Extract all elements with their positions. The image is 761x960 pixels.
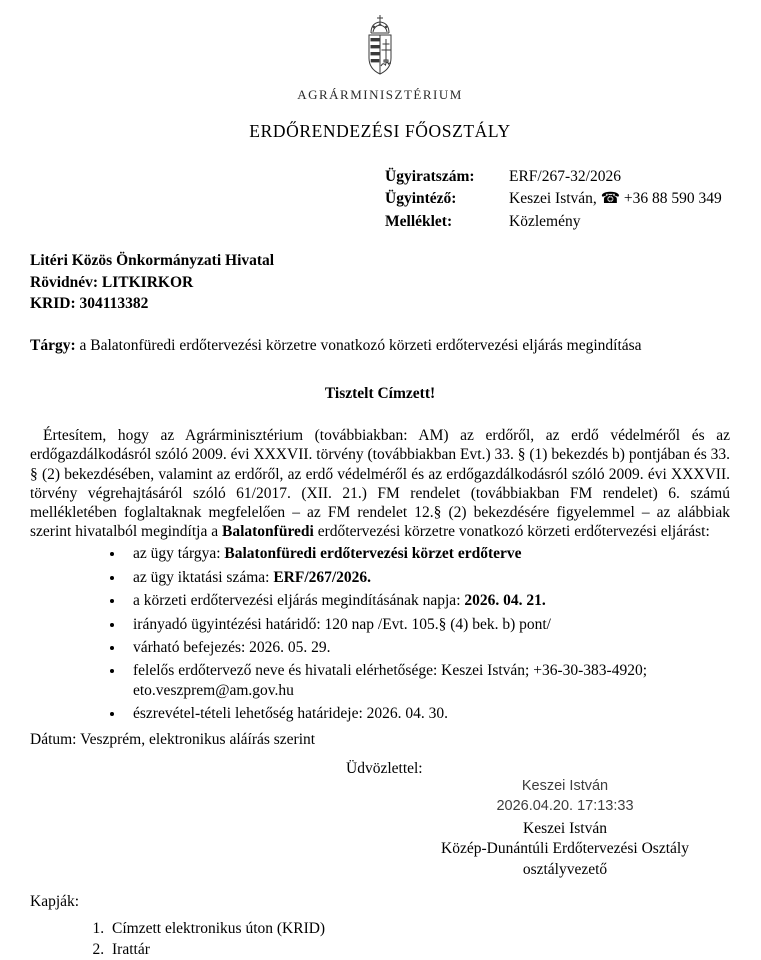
addressee-name: Litéri Közös Önkormányzati Hivatal [30,252,275,269]
ref-label: Ügyintéző: [385,190,457,207]
distribution-list [30,918,730,960]
reference-block [385,166,730,234]
addressee-block [30,250,730,315]
text-run: Keszei István, [509,190,601,207]
ref-value [509,188,730,211]
body-paragraph [30,426,730,541]
text-run: Balatonfüredi erdőtervezési körzet erdőterve [224,545,522,563]
addressee-krid: KRID: 304113382 [30,295,149,312]
text-run: erdőtervezési körzetre vonatkozó körzeti erdőtervezési eljárást: [313,523,710,541]
text-run: felelős erdőtervező neve és hivatali elérhetősége: Keszei István; +36-30-383-4920; [133,662,648,680]
subject-line [30,336,730,355]
text-run: várható befejezés: 2026. 05. 29. [133,639,331,657]
text-run: ERF/267-32/2026 [509,167,621,185]
department-name: ERDŐRENDEZÉSI FŐOSZTÁLY [249,120,511,141]
stamp-signer-name: Keszei István [521,777,609,794]
hungary-coat-of-arms-logo [360,14,400,78]
ref-value [509,211,730,234]
list-item-deadline [125,615,730,634]
list-item-subject [125,544,730,563]
phone-icon: ☎ [600,190,620,207]
ref-row-case-number [385,166,730,189]
text-run: az ügy tárgya: [133,545,225,563]
signer-org: Közép-Dunántúli Erdőtervezési Osztály [441,840,689,858]
signer-name: Keszei István [523,819,607,837]
ref-value [509,166,730,189]
addressee-shortname: Rövidnév: LITKIRKOR [30,273,194,291]
text-run: +36 88 590 349 [620,190,722,207]
ref-label: Ügyiratszám: [385,167,475,185]
text-run: a körzeti erdőtervezési eljárás megindításának napja: [133,592,465,610]
closing-line: Üdvözlettel: [346,759,423,777]
text-run: Értesítem, hogy az Agrárminisztérium (továbbiakban: AM) az erdőről, az erdő védelméről és az erdőgazdálkodásról szóló 2009. évi XXXVII. törvény (továbbiakban Evt.) 33. § (1) bekezdés b) pontjában és 33. § (2) bekezdésében, valamint az erdőről, az erdő védelméről és az erdőgazdálkodásról szóló 2009. évi XXXVII. törvény végrehajtásáról szóló 61/2017. (XII. 21.) FM rendelet (továbbiakban FM rendelet) 6. számú mellékletében foglaltaknak megfelelően – az FM rendelet 12.§ (2) bekezdésére figyelemmel – az alábbiak szerint hivatalból megindítja a [30,427,730,541]
stamp-timestamp: 2026.04.20. 17:13:33 [496,797,634,814]
digital-signature-stamp [395,776,735,816]
signer-title: osztályvezető [522,860,608,878]
list-item-registration-number [125,568,730,587]
list-item-responsible-planner [125,661,730,699]
date-line: Dátum: Veszprém, elektronikus aláírás szerint [30,731,316,749]
text-run: 2026. 04. 21. [464,592,546,610]
distribution-item: 2. Irattár [108,939,730,960]
text-run: Balatonfüredi [221,523,314,541]
salutation: Tisztelt Címzett! [324,384,436,402]
letterhead [30,14,730,143]
case-details-list [30,544,730,723]
list-item-expected-completion [125,638,730,657]
list-item-comment-deadline [125,704,730,723]
text-run: a Balatonfüredi erdőtervezési körzetre vonatkozó körzeti erdőtervezési eljárás megindítása [75,336,642,354]
text-run: Tárgy: [30,336,76,354]
ref-label: Melléklet: [385,212,453,230]
text-run: észrevétel-tételi lehetőség határideje: 2026. 04. 30. [133,705,449,723]
ministry-name: AGRÁRMINISZTÉRIUM [297,87,463,103]
text-run: az ügy iktatási száma: [133,568,274,586]
ref-row-case-officer [385,188,730,211]
text-run: ERF/267/2026. [273,568,372,586]
distribution-label: Kapják: [30,893,80,911]
text-run: eto.veszprem@am.gov.hu [133,681,294,699]
ref-row-attachment [385,211,730,234]
list-item-start-date [125,591,730,610]
text-run: Közlemény [509,212,581,230]
distribution-item: 1. Címzett elektronikus úton (KRID) [108,918,730,939]
signer-block [395,819,735,881]
text-run: irányadó ügyintézési határidő: 120 nap /Evt. 105.§ (4) bek. b) pont/ [133,615,551,633]
